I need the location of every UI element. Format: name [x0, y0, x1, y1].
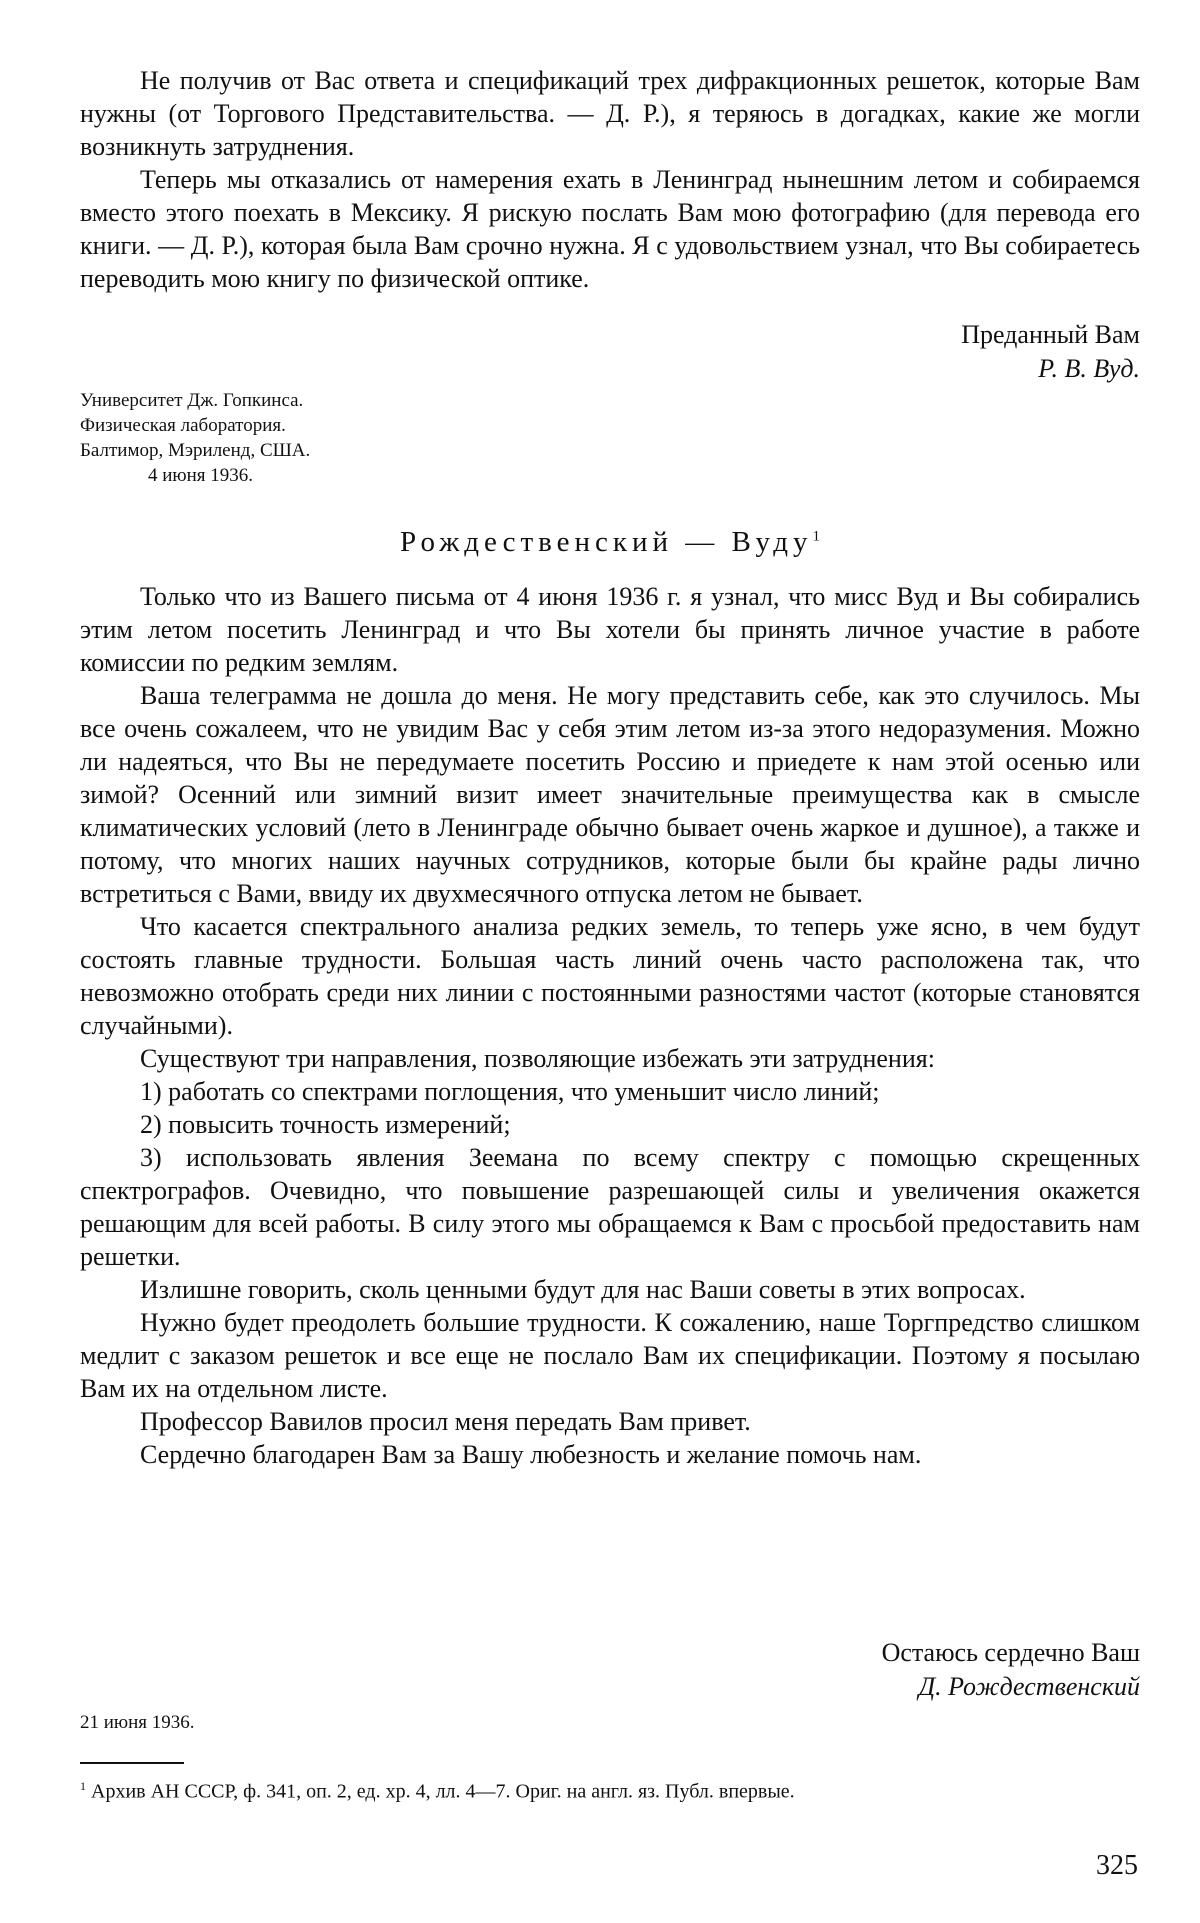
letter2-paragraph: Нужно будет преодолеть большие трудности. К сожалению, наше Торгпредство слишком медлит с заказом решеток и все еще не послало Вам их спецификации. Поэтому я посылаю Вам их на отдельном листе.	[80, 1308, 1140, 1403]
letter2-list-item: 2) повысить точность измерений;	[140, 1110, 511, 1139]
footnote-mark: 1	[80, 1779, 86, 1793]
letter2-paragraph: Сердечно благодарен Вам за Вашу любезность и желание помочь нам.	[140, 1440, 922, 1469]
letter2-date: 21 июня 1936.	[80, 1712, 195, 1733]
letter2-paragraph: Ваша телеграмма не дошла до меня. Не могу представить себе, как это случилось. Мы все очень сожалеем, что не увидим Вас у себя этим летом из-за этого недоразумения. Можно ли надеяться, что Вы не передумаете посетить Россию и приедете к нам этой осенью или зимой? Осенний или зимний визит имеет значительные преимущества как в смысле климатических условий (лето в Ленинграде обычно бывает очень жаркое и душное), а также и потому, что многих наших научных сотрудников, которые были бы крайне рады лично встретиться с Вами, ввиду их двухмесячного отпуска летом не бывает.	[80, 681, 1140, 908]
letter2-list-item: 3) использовать явления Зеемана по всему спектру с помощью скрещенных спектрографов. Очевидно, что повышение разрешающей силы и увеличения окажется решающим для всей работы. В силу этого мы обращаемся к Вам с просьбой предоставить нам решетки.	[80, 1143, 1140, 1271]
letter2-paragraph: Излишне говорить, сколь ценными будут для нас Ваши советы в этих вопросах.	[140, 1275, 1026, 1304]
letter2-paragraph: Профессор Вавилов просил меня передать Вам привет.	[140, 1407, 751, 1436]
footnote	[80, 1773, 1140, 1806]
letter1-paragraph: Не получив от Вас ответа и спецификаций трех дифракционных решеток, которые Вам нужны (от Торгового Представительства. — Д. Р.), я теряюсь в догадках, какие же могли возникнуть затруднения.	[80, 66, 1140, 161]
footnote-marker: 1	[812, 528, 820, 545]
letter1-signature: Р. В. Вуд.	[1038, 354, 1140, 383]
letter1-paragraph: Теперь мы отказались от намерения ехать в Ленинград нынешним летом и собираемся вместо этого поехать в Мексику. Я рискую послать Вам мою фотографию (для перевода его книги. — Д. Р.), которая была Вам срочно нужна. Я с удовольствием узнал, что Вы собираетесь переводить мою книгу по физической оптике.	[80, 165, 1140, 293]
letter2-heading-text: Рождественский — Вуду	[400, 526, 813, 558]
letter2-paragraph: Что касается спектрального анализа редких земель, то теперь уже ясно, в чем будут состоять главные трудности. Большая часть линий очень часто расположена так, что невозможно отобрать среди них линии с постоянными разностями частот (которые становятся случайными).	[80, 912, 1140, 1040]
letter2-body	[80, 580, 1140, 1471]
letter2-paragraph: Существуют три направления, позволяющие избежать эти затруднения:	[140, 1044, 935, 1073]
letter2-list-item: 1) работать со спектрами поглощения, что уменьшит число линий;	[140, 1077, 880, 1106]
letter2-signature: Д. Рождественский	[918, 1672, 1140, 1701]
letter1-closing: Преданный Вам	[961, 320, 1140, 349]
letter1-date: 4 июня 1936.	[148, 465, 254, 486]
letter1-signature-block	[80, 318, 1140, 386]
footnote-divider	[80, 1762, 184, 1764]
footnote-text: Архив АН СССР, ф. 341, оп. 2, ед. хр. 4, лл. 4—7. Ориг. на англ. яз. Публ. впервые.	[91, 1780, 795, 1803]
page-number: 325	[1096, 1850, 1138, 1881]
letter2-closing: Остаюсь сердечно Ваш	[881, 1638, 1140, 1667]
letter1-body	[80, 64, 1140, 295]
letter1-address	[80, 388, 1140, 488]
address-line: Университет Дж. Гопкинса.	[80, 390, 304, 411]
address-line: Физическая лаборатория.	[80, 415, 286, 436]
letter2-paragraph: Только что из Вашего письма от 4 июня 1936 г. я узнал, что мисс Вуд и Вы собирались этим летом посетить Ленинград и что Вы хотели бы принять личное участие в работе комиссии по редким землям.	[80, 582, 1140, 677]
address-line: Балтимор, Мэриленд, США.	[80, 440, 311, 461]
letter2-heading	[80, 526, 1140, 559]
letter2-signature-block	[80, 1636, 1140, 1704]
